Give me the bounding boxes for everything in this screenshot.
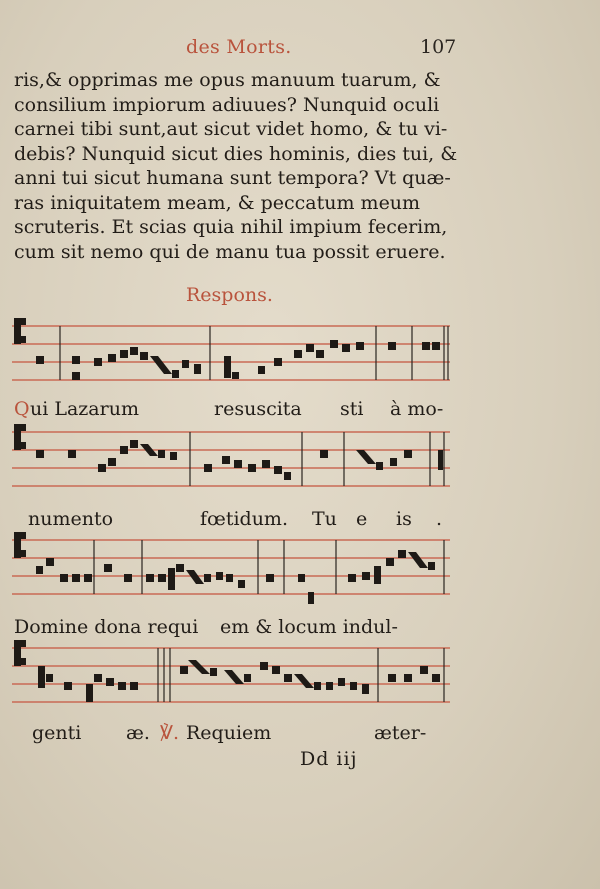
section-title: Respons. xyxy=(186,284,273,306)
signature-mark: Dd iij xyxy=(300,748,358,770)
lyric-word: fœtidum. xyxy=(200,508,288,530)
versicle-mark: ℣. xyxy=(160,722,180,744)
lyric-word: Requiem xyxy=(186,722,272,744)
lyric-word: numento xyxy=(28,508,114,530)
running-title: des Morts. xyxy=(186,36,292,58)
page-number: 107 xyxy=(420,36,457,58)
prose-line: ris,& opprimas me opus manuum tuarum, & xyxy=(14,69,441,91)
lyric-line-4 xyxy=(12,722,452,750)
lyric-word: . xyxy=(436,508,443,530)
prose-line: ras iniquitatem meam, & peccatum meum xyxy=(14,191,421,214)
prose-line: scruteris. Et scias quia nihil impium fecerim, xyxy=(14,216,448,238)
lyric-word: genti xyxy=(32,722,82,744)
page-header xyxy=(0,34,600,64)
lyric-word: Domine dona requi xyxy=(14,616,199,638)
staff-3-notation xyxy=(12,530,450,608)
lyric-word: is xyxy=(396,508,412,530)
music-staff-4 xyxy=(12,638,450,716)
music-staff-3 xyxy=(12,530,450,608)
lyric-word: resuscita xyxy=(214,398,302,420)
lyric-word: æ. xyxy=(126,722,150,744)
lyric-word: sti xyxy=(340,398,364,420)
staff-2-notation xyxy=(12,422,450,500)
lyric-word: em & locum indul- xyxy=(220,616,398,638)
prose-line: cum sit nemo qui de manu tua possit eruere. xyxy=(14,240,446,263)
lyric-initial: Q xyxy=(14,398,30,420)
staff-1-notation xyxy=(12,316,450,394)
lyric-word: Tu xyxy=(312,508,337,530)
lyric-word: à mo- xyxy=(390,398,444,420)
lyric-word: e xyxy=(356,508,368,530)
staff-4-notation xyxy=(12,638,450,716)
prose-line: carnei tibi sunt,aut sicut videt homo, & tu vi- xyxy=(14,118,448,140)
music-staff-1 xyxy=(12,316,450,394)
lyric-word: ui Lazarum xyxy=(30,398,139,420)
prose-line: anni tui sicut humana sunt tempora? Vt quæ- xyxy=(14,167,451,189)
prose-line: consilium impiorum adiuues? Nunquid oculi xyxy=(14,93,440,116)
music-staff-2 xyxy=(12,422,450,500)
lyric-word: æter- xyxy=(374,722,427,744)
prose-text xyxy=(14,68,458,264)
prose-line: debis? Nunquid sicut dies hominis, dies tui, & xyxy=(14,142,458,165)
